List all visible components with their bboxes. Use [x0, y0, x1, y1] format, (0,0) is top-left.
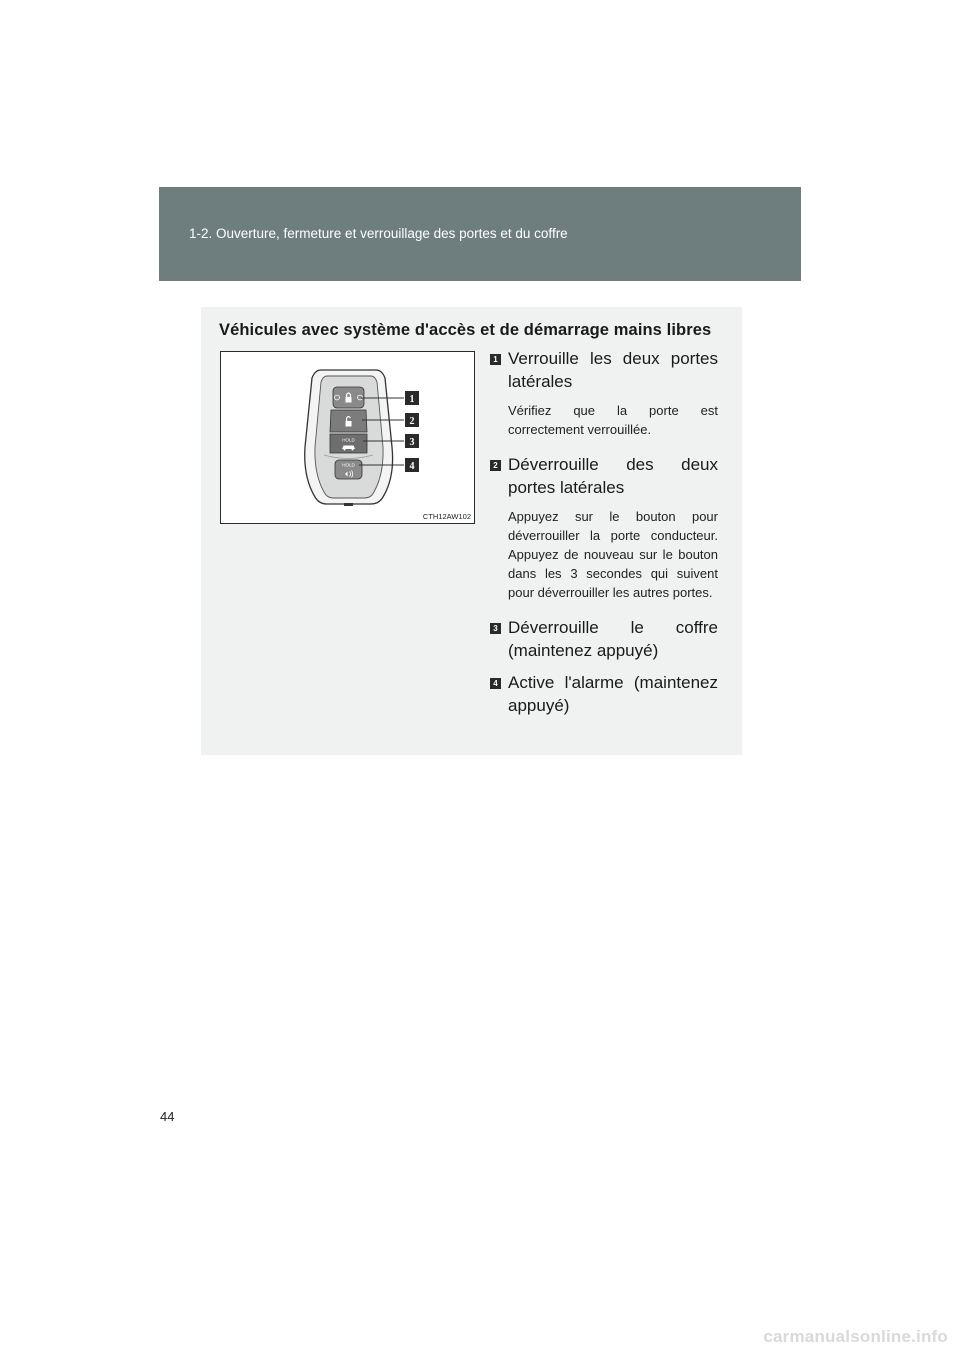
item-description: Appuyez sur le bouton pour déverrouiller la porte conducteur. Appuyez de nouveau sur le bouton dans les 3 secondes qui suivent pour déverrouiller les autres portes. [508, 509, 718, 600]
item-title: Déverrouille le coffre (maintenez appuyé) [508, 618, 718, 660]
svg-text:1: 1 [409, 394, 415, 405]
smart-key-figure [220, 351, 475, 524]
list-item [490, 671, 718, 717]
callout-2 [405, 413, 419, 427]
item-list [490, 347, 718, 717]
content-panel [201, 307, 742, 755]
item-number-badge: 4 [490, 678, 501, 689]
smart-key-illustration [221, 352, 474, 523]
svg-text:2: 2 [409, 416, 415, 427]
item-number-badge: 2 [490, 460, 501, 471]
item-title: Déverrouille des deux portes latérales [508, 455, 718, 497]
list-item [490, 616, 718, 662]
callout-1 [405, 391, 419, 405]
callout-4 [405, 458, 419, 472]
item-number-badge: 3 [490, 623, 501, 634]
figure-code: CTH12AW102 [422, 512, 471, 521]
alarm-button-hold-label: HOLD [342, 462, 355, 468]
svg-text:3: 3 [409, 437, 415, 448]
item-title: Active l'alarme (maintenez appuyé) [508, 673, 718, 715]
watermark: carmanualsonline.info [763, 1327, 948, 1346]
svg-text:4: 4 [409, 461, 415, 472]
section-header-band [159, 187, 801, 281]
panel-title: Véhicules avec système d'accès et de démarrage mains libres [219, 321, 712, 339]
item-title: Verrouille les deux portes latérales [508, 349, 718, 391]
item-description: Vérifiez que la porte est correctement verrouillée. [508, 403, 718, 437]
trunk-button-hold-label: HOLD [342, 437, 355, 443]
list-item [490, 347, 718, 439]
page-number: 44 [160, 1109, 175, 1124]
callout-3 [405, 434, 419, 448]
section-title: 1-2. Ouverture, fermeture et verrouillage des portes et du coffre [189, 226, 568, 241]
list-item [490, 453, 718, 602]
item-number-badge: 1 [490, 354, 501, 365]
